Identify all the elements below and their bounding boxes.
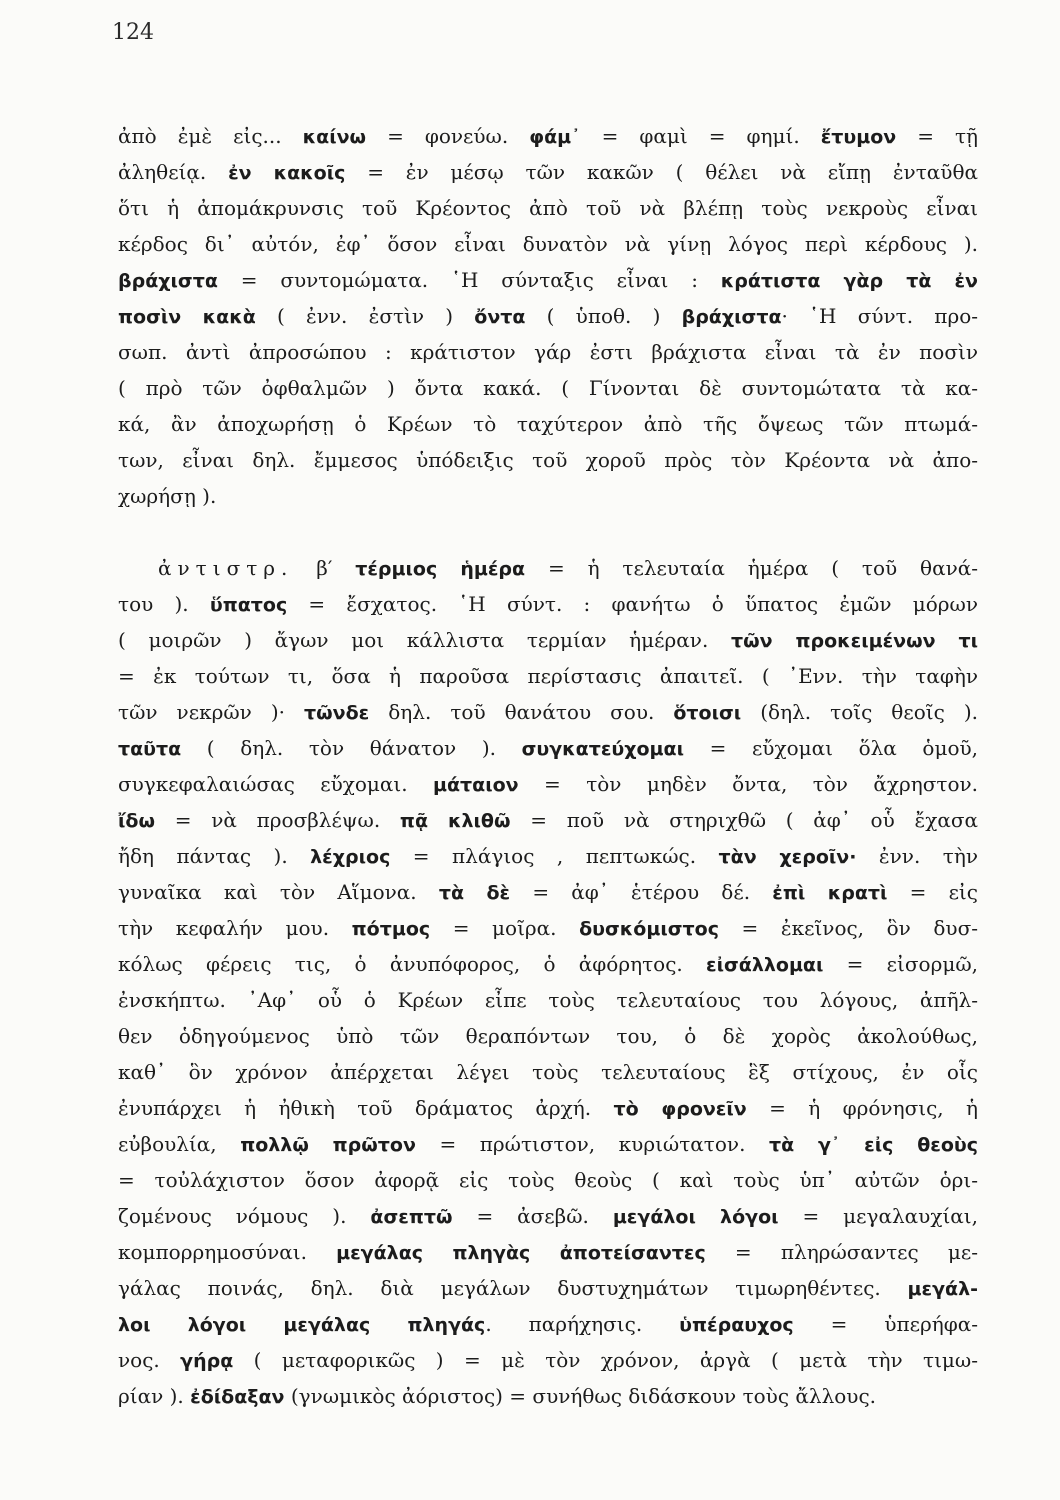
gloss-text: ( δηλ. τὸν θάνατον ). — [181, 736, 522, 760]
text-line — [118, 586, 978, 622]
gloss-text: = ἐκ τούτων τι, ὅσα ἡ παροῦσα περίστασις ἀπαιτεῖ. ( ᾿Ενν. τὴν ταφὴν — [118, 664, 978, 688]
lemma-term: τῶν προκειμένων τι — [730, 630, 978, 652]
text-line — [118, 622, 978, 658]
gloss-text: ἀπὸ ἐμὲ εἰς... — [118, 124, 303, 148]
gloss-text: (γνωμικὸς ἀόριστος) = συνήθως διδάσκουν τοὺς ἄλλους. — [284, 1384, 877, 1408]
text-line — [118, 946, 978, 982]
lemma-term: ἐδίδαξαν — [190, 1386, 285, 1408]
lemma-term: ἀσεπτῶ — [370, 1206, 453, 1228]
text-line — [118, 1378, 978, 1414]
lemma-term: τὰ δὲ — [438, 882, 511, 904]
text-line — [118, 442, 978, 478]
text-line — [118, 334, 978, 370]
text-line — [118, 1234, 978, 1270]
text-line — [118, 370, 978, 406]
gloss-text: χωρήσῃ ). — [118, 484, 217, 508]
gloss-text: ( ὑποθ. ) — [525, 304, 682, 328]
gloss-text: κόλως φέρεις τις, ὁ ἀνυπόφορος, ὁ ἀφόρητος. — [118, 952, 707, 976]
gloss-text: = τὸν μηδὲν ὄντα, τὸν ἄχρηστον. — [518, 772, 978, 796]
gloss-text: = τοὐλάχιστον ὅσον ἀφορᾷ εἰς τοὺς θεοὺς ( καὶ τοὺς ὑπ᾽ αὐτῶν ὁρι- — [118, 1168, 978, 1192]
lemma-term: τέρμιος ἡμέρα — [355, 558, 526, 580]
lemma-term: πᾷ κλιθῶ — [399, 810, 511, 832]
gloss-text: = εὔχομαι ὅλα ὁμοῦ, — [683, 736, 978, 760]
text-line — [118, 1126, 978, 1162]
gloss-text: . παρήχησις. — [485, 1312, 680, 1336]
gloss-text: = μοῖρα. — [430, 916, 580, 940]
gloss-text: ἐνυπάρχει ἡ ἠθικὴ τοῦ δράματος ἀρχή. — [118, 1096, 614, 1120]
lemma-term: μάταιον — [433, 774, 519, 796]
gloss-text: β′ — [293, 556, 356, 580]
text-line — [118, 766, 978, 802]
text-line — [118, 838, 978, 874]
text-line — [118, 1342, 978, 1378]
text-line — [118, 190, 978, 226]
gloss-text: ἤδη πάντας ). — [118, 844, 311, 868]
text-line — [118, 874, 978, 910]
gloss-text: εὐβουλία, — [118, 1132, 241, 1156]
text-line — [118, 1198, 978, 1234]
gloss-text: ἐνν. τὴν — [856, 844, 978, 868]
text-line — [118, 694, 978, 730]
text-line — [118, 1018, 978, 1054]
gloss-text: του ). — [118, 592, 210, 616]
lemma-term: καίνω — [302, 126, 367, 148]
lemma-term: ὄντα — [474, 306, 526, 328]
commentary-text — [118, 118, 978, 1414]
text-line — [118, 550, 978, 586]
gloss-text: = ἐκεῖνος, ὃν δυσ- — [718, 916, 978, 940]
gloss-text: (δηλ. τοῖς θεοῖς ). — [741, 700, 978, 724]
text-line — [118, 406, 978, 442]
lemma-term: ἔτυμον — [820, 126, 897, 148]
gloss-text: γάλας ποινάς, δηλ. διὰ μεγάλων δυστυχημάτων τιμωρηθέντες. — [118, 1276, 908, 1300]
gloss-text: κέρδος δι᾽ αὐτόν, ἐφ᾽ ὅσον εἶναι δυνατὸν νὰ γίνῃ λόγος περὶ κέρδους ). — [118, 232, 978, 256]
text-line — [118, 910, 978, 946]
gloss-text: ( μεταφορικῶς ) = μὲ τὸν χρόνον, ἀργὰ ( μετὰ τὴν τιμω- — [233, 1348, 978, 1372]
gloss-text: = φαμὶ = φημί. — [580, 124, 821, 148]
gloss-text: = συντομώματα. ῾Η σύνταξις εἶναι : — [217, 268, 721, 292]
gloss-text: = νὰ προσβλέψω. — [154, 808, 400, 832]
gloss-text: = ὑπερήφα- — [793, 1312, 978, 1336]
gloss-text: τῶν νεκρῶν )· — [118, 700, 305, 724]
gloss-text: συγκεφαλαιώσας εὔχομαι. — [118, 772, 434, 796]
lemma-term: δυσκόμιστος — [579, 918, 719, 940]
text-line — [118, 262, 978, 298]
gloss-text: = ἀσεβῶ. — [452, 1204, 613, 1228]
lemma-term: φάμ᾽ — [529, 126, 581, 148]
lemma-term: ὅτοισι — [673, 702, 742, 724]
text-line — [118, 1162, 978, 1198]
lemma-term: βράχιστα — [681, 306, 782, 328]
lemma-term: λέχριος — [310, 846, 391, 868]
text-line — [118, 730, 978, 766]
gloss-text: = ἐν μέσῳ τῶν κακῶν ( θέλει νὰ εἴπῃ ἐνταῦθα — [345, 160, 978, 184]
gloss-text: θεν ὁδηγούμενος ὑπὸ τῶν θεραπόντων του, ὁ δὲ χορὸς ἀκολούθως, — [118, 1024, 978, 1048]
lemma-term: ὕπατος — [209, 594, 288, 616]
gloss-text: = εἰς — [887, 880, 978, 904]
gloss-text: = ποῦ νὰ στηριχθῶ ( ἀφ᾽ οὗ ἔχασα — [510, 808, 978, 832]
lemma-term: λοι λόγοι μεγάλας πληγάς — [118, 1314, 486, 1336]
lemma-term: ἴδω — [118, 810, 155, 832]
section-label: ἀντιστρ. — [158, 556, 294, 580]
text-line — [118, 298, 978, 334]
gloss-text: ἐνσκήπτω. ᾿Αφ᾽ οὗ ὁ Κρέων εἶπε τοὺς τελευταίους του λόγους, ἀπῆλ- — [118, 988, 978, 1012]
gloss-text: ἀληθείᾳ. — [118, 160, 229, 184]
gloss-text: κομπορρημοσύναι. — [118, 1240, 337, 1264]
lemma-term: πότμος — [351, 918, 431, 940]
gloss-text: · ῾Η σύντ. προ- — [781, 304, 978, 328]
gloss-text: σωπ. ἀντὶ ἀπροσώπου : κράτιστον γάρ ἐστι βράχιστα εἶναι τὰ ἐν ποσὶν — [118, 340, 978, 364]
gloss-text: ὅτι ἡ ἀπομάκρυνσις τοῦ Κρέοντος ἀπὸ τοῦ νὰ βλέπῃ τοὺς νεκροὺς εἶναι — [118, 196, 978, 220]
lemma-term: τὸ φρονεῖν — [613, 1098, 747, 1120]
lemma-term: ταῦτα — [118, 738, 182, 760]
gloss-text: ( πρὸ τῶν ὀφθαλμῶν ) ὄντα κακά. ( Γίνονται δὲ συντομώτατα τὰ κα- — [118, 376, 978, 400]
gloss-text: = ἔσχατος. ῾Η σύντ. : φανήτω ὁ ὕπατος ἐμῶν μόρων — [287, 592, 979, 616]
text-line — [118, 478, 978, 514]
lemma-term: εἰσάλλομαι — [706, 954, 824, 976]
page-number: 124 — [112, 20, 154, 45]
lemma-term: ἐπὶ κρατὶ — [772, 882, 888, 904]
paragraph-gap — [118, 514, 978, 550]
gloss-text: = φονεύω. — [366, 124, 530, 148]
gloss-text: = εἰσορμῶ, — [823, 952, 978, 976]
gloss-text: ( ἐνν. ἐστὶν ) — [255, 304, 475, 328]
gloss-text: = ἡ τελευταία ἡμέρα ( τοῦ θανά- — [525, 556, 979, 580]
lemma-term: μεγάλ- — [907, 1278, 978, 1300]
text-line — [118, 1090, 978, 1126]
gloss-text: = τῇ — [896, 124, 979, 148]
text-line — [118, 802, 978, 838]
text-line — [118, 1306, 978, 1342]
text-line — [118, 1270, 978, 1306]
lemma-term: μεγάλας πληγὰς ἀποτείσαντες — [336, 1242, 706, 1264]
lemma-term: τὰν χεροῖν· — [718, 846, 857, 868]
gloss-text: καθ᾽ ὃν χρόνον ἀπέρχεται λέγει τοὺς τελευταίους ἓξ στίχους, ἐν οἷς — [118, 1060, 978, 1084]
gloss-text: τὴν κεφαλήν μου. — [118, 916, 352, 940]
text-line — [118, 1054, 978, 1090]
lemma-term: κράτιστα γὰρ τὰ ἐν — [720, 270, 979, 292]
lemma-term: ἐν κακοῖς — [228, 162, 346, 184]
gloss-text: = πληρώσαντες με- — [705, 1240, 978, 1264]
text-line — [118, 154, 978, 190]
text-line — [118, 118, 978, 154]
gloss-text: ζομένους νόμους ). — [118, 1204, 371, 1228]
lemma-term: τὰ γ᾽ εἰς θεοὺς — [768, 1134, 978, 1156]
text-line — [118, 226, 978, 262]
lemma-term: ποσὶν κακὰ — [118, 306, 256, 328]
gloss-text: = πλάγιος , πεπτωκώς. — [390, 844, 719, 868]
gloss-text: ( μοιρῶν ) ἄγων μοι κάλλιστα τερμίαν ἡμέραν. — [118, 628, 731, 652]
gloss-text: νος. — [118, 1348, 181, 1372]
gloss-text: = ἀφ᾽ ἑτέρου δέ. — [510, 880, 773, 904]
lemma-term: μεγάλοι λόγοι — [612, 1206, 779, 1228]
gloss-text: των, εἶναι δηλ. ἔμμεσος ὑπόδειξις τοῦ χοροῦ πρὸς τὸν Κρέοντα νὰ ἀπο- — [118, 448, 978, 472]
gloss-text: γυναῖκα καὶ τὸν Αἵμονα. — [118, 880, 439, 904]
gloss-text: = ἡ φρόνησις, ἡ — [746, 1096, 978, 1120]
gloss-text: ρίαν ). — [118, 1384, 191, 1408]
gloss-text: δηλ. τοῦ θανάτου σου. — [369, 700, 674, 724]
paragraph-1 — [118, 118, 978, 514]
gloss-text: = μεγαλαυχίαι, — [778, 1204, 979, 1228]
lemma-term: βράχιστα — [118, 270, 218, 292]
paragraph-2 — [118, 550, 978, 1414]
text-line — [118, 658, 978, 694]
gloss-text: = πρώτιστον, κυριώτατον. — [415, 1132, 769, 1156]
lemma-term: πολλῷ πρῶτον — [240, 1134, 416, 1156]
lemma-term: γήρᾳ — [180, 1350, 234, 1372]
gloss-text: κά, ἂν ἀποχωρήσῃ ὁ Κρέων τὸ ταχύτερον ἀπὸ τῆς ὄψεως τῶν πτωμά- — [118, 412, 978, 436]
text-line — [118, 982, 978, 1018]
lemma-term: ὑπέραυχος — [679, 1314, 794, 1336]
lemma-term: συγκατεύχομαι — [521, 738, 684, 760]
lemma-term: τῶνδε — [304, 702, 370, 724]
